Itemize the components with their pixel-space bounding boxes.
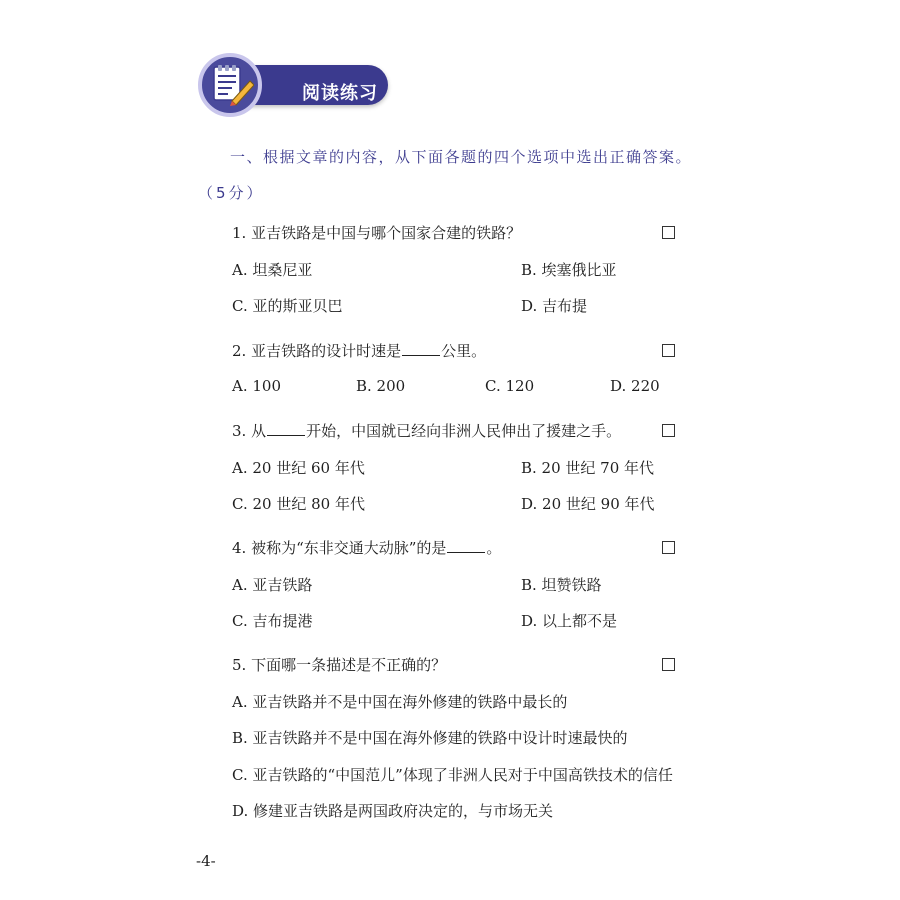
question-2-option-c[interactable]: C. 120 xyxy=(485,377,535,395)
question-2-option-b[interactable]: B. 200 xyxy=(356,377,406,395)
question-3-answer-box[interactable] xyxy=(662,424,675,437)
answer-blank xyxy=(402,340,440,356)
question-3-option-c[interactable]: C. 20 世纪 80 年代 xyxy=(232,495,365,513)
instruction-text: 一、根据文章的内容，从下面各题的四个选项中选出正确答案。 xyxy=(230,148,693,166)
question-4-answer-box[interactable] xyxy=(662,541,675,554)
question-2-option-a[interactable]: A. 100 xyxy=(232,377,281,395)
question-4-option-c[interactable]: C. 吉布提港 xyxy=(232,612,313,630)
question-1-answer-box[interactable] xyxy=(662,226,675,239)
question-5-option-d[interactable]: D. 修建亚吉铁路是两国政府决定的，与市场无关 xyxy=(232,802,554,820)
question-5-stem: 5. 下面哪一条描述是不正确的？ xyxy=(232,656,447,674)
question-3-option-b[interactable]: B. 20 世纪 70 年代 xyxy=(521,459,655,477)
question-5-option-a[interactable]: A. 亚吉铁路并不是中国在海外修建的铁路中最长的 xyxy=(232,693,568,711)
question-2-answer-box[interactable] xyxy=(662,344,675,357)
question-3-stem: 3. 从 开始，中国就已经向非洲人民伸出了援建之手。 xyxy=(232,422,622,440)
notepad-pencil-icon xyxy=(210,63,254,107)
question-5-answer-box[interactable] xyxy=(662,658,675,671)
question-1-option-b[interactable]: B. 埃塞俄比亚 xyxy=(521,261,617,279)
page-number: -4- xyxy=(196,852,216,870)
question-1-option-d[interactable]: D. 吉布提 xyxy=(521,297,588,315)
question-3-option-a[interactable]: A. 20 世纪 60 年代 xyxy=(232,459,365,477)
score-label: （5分） xyxy=(198,184,265,202)
question-4-stem: 4. 被称为“东非交通大动脉”的是 。 xyxy=(232,539,502,557)
question-4-option-b[interactable]: B. 坦赞铁路 xyxy=(521,576,602,594)
question-5-option-b[interactable]: B. 亚吉铁路并不是中国在海外修建的铁路中设计时速最快的 xyxy=(232,729,628,747)
question-4-option-a[interactable]: A. 亚吉铁路 xyxy=(232,576,313,594)
question-1-option-a[interactable]: A. 坦桑尼亚 xyxy=(232,261,313,279)
question-1-stem: 1. 亚吉铁路是中国与哪个国家合建的铁路？ xyxy=(232,224,522,242)
question-3-option-d[interactable]: D. 20 世纪 90 年代 xyxy=(521,495,655,513)
question-2-stem: 2. 亚吉铁路的设计时速是 公里。 xyxy=(232,342,487,360)
question-2-option-d[interactable]: D. 220 xyxy=(610,377,660,395)
question-1-option-c[interactable]: C. 亚的斯亚贝巴 xyxy=(232,297,343,315)
answer-blank xyxy=(267,420,305,436)
answer-blank xyxy=(447,537,485,553)
question-5-option-c[interactable]: C. 亚吉铁路的“中国范儿”体现了非洲人民对于中国高铁技术的信任 xyxy=(232,766,673,784)
section-title: 阅读练习 xyxy=(302,83,378,104)
header-icon-circle xyxy=(198,53,262,117)
section-header-badge xyxy=(198,59,388,111)
question-4-option-d[interactable]: D. 以上都不是 xyxy=(521,612,618,630)
